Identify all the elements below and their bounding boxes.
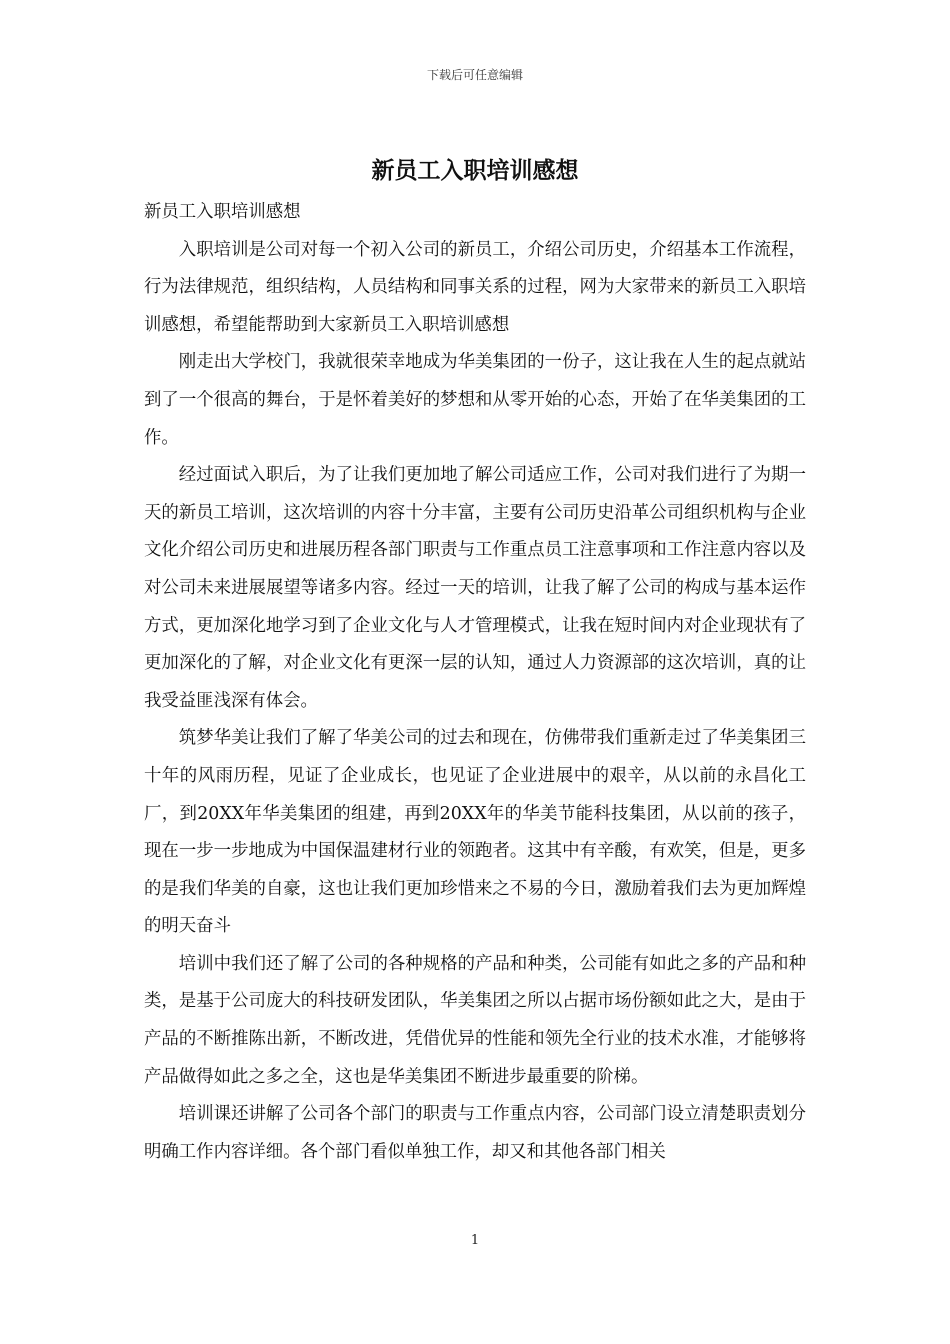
document-subtitle: 新员工入职培训感想 [144, 202, 301, 222]
document-body [144, 194, 806, 1171]
paragraph-joining: 刚走出大学校门，我就很荣幸地成为华美集团的一份子，这让我在人生的起点就站到了一个很高的舞台，于是怀着美好的梦想和从零开始的心态，开始了在华美集团的工作。 [144, 352, 806, 448]
paragraph-intro: 入职培训是公司对每一个初入公司的新员工，介绍公司历史，介绍基本工作流程，行为法律规范，组织结构，人员结构和同事关系的过程，网为大家带来的新员工入职培训感想，希望能帮助到大家新员工入职培训感想 [144, 239, 806, 335]
paragraph-products: 培训中我们还了解了公司的各种规格的产品和种类，公司能有如此之多的产品和种类，是基于公司庞大的科技研发团队，华美集团之所以占据市场份额如此之大，是由于产品的不断推陈出新，不断改进，凭借优异的性能和领先全行业的技术水准，才能够将产品做得如此之多之全，这也是华美集团不断进步最重要的阶梯。 [144, 953, 806, 1087]
paragraph-departments: 培训课还讲解了公司各个部门的职责与工作重点内容，公司部门设立清楚职责划分明确工作内容详细。各个部门看似单独工作，却又和其他各部门相关 [144, 1104, 806, 1162]
header-note: 下载后可任意编辑 [426, 68, 523, 82]
page-number: 1 [470, 1233, 480, 1248]
paragraph-company-history: 筑梦华美让我们了解了华美公司的过去和现在，仿佛带我们重新走过了华美集团三十年的风雨历程，见证了企业成长，也见证了企业进展中的艰辛，从以前的永昌化工厂，到20XX年华美集团的组建，再到20XX年的华美节能科技集团，从以前的孩子，现在一步一步地成为中国保温建材行业的领跑者。这其中有辛酸，有欢笑，但是，更多的是我们华美的自豪，这也让我们更加珍惜来之不易的今日，激励着我们去为更加辉煌的明天奋斗 [144, 728, 806, 937]
paragraph-training-overview: 经过面试入职后，为了让我们更加地了解公司适应工作，公司对我们进行了为期一天的新员工培训，这次培训的内容十分丰富，主要有公司历史沿革公司组织机构与企业文化介绍公司历史和进展历程各部门职责与工作重点员工注意事项和工作注意内容以及对公司未来进展展望等诸多内容。经过一天的培训，让我了解了公司的构成与基本运作方式，更加深化地学习到了企业文化与人才管理模式，让我在短时间内对企业现状有了更加深化的了解，对企业文化有更深一层的认知，通过人力资源部的这次培训，真的让我受益匪浅深有体会。 [144, 465, 806, 711]
document-title: 新员工入职培训感想 [371, 157, 579, 184]
